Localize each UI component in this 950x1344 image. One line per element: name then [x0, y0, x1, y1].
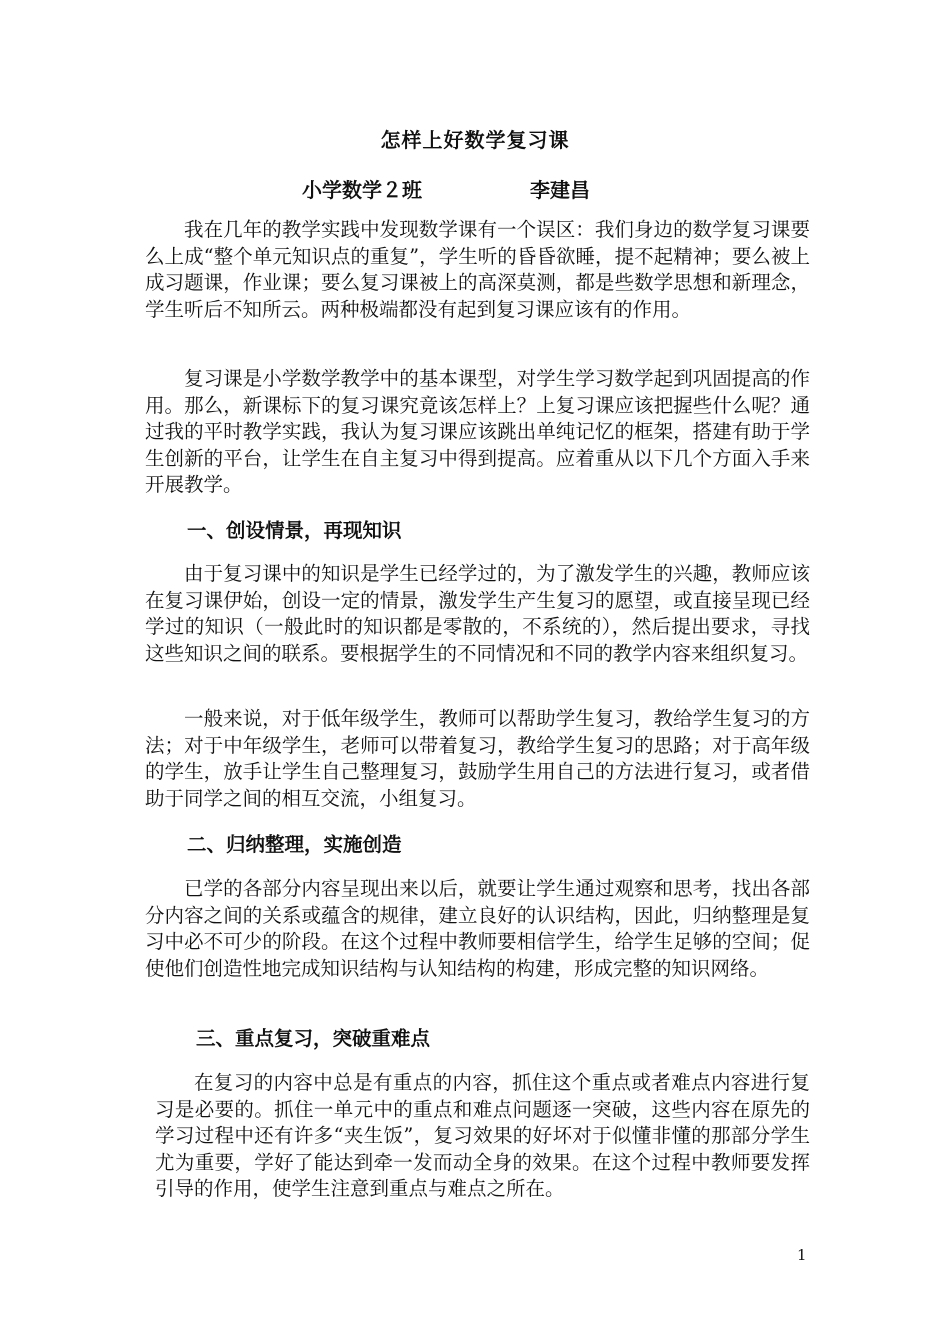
paragraph-overview: 复习课是小学数学教学中的基本课型，对学生学习数学起到巩固提高的作用。那么，新课标下的复习课究竟该怎样上？上复习课应该把握些什么呢？通过我的平时教学实践，我认为复习课应该跳出单纯记忆的框架，搭建有助于学生创新的平台，让学生在自主复习中得到提高。应着重从以下几个方面入手来开展教学。: [145, 367, 810, 496]
section-heading-3: 三、重点复习，突破重难点: [196, 1027, 431, 1050]
document-title: 怎样上好数学复习课: [380, 128, 570, 152]
class-name: 小学数学２班: [302, 178, 422, 202]
paragraph-intro: 我在几年的教学实践中发现数学课有一个误区：我们身边的数学复习课要么上成“整个单元知识点的重复”，学生听的昏昏欲睡，提不起精神；要么被上成习题课，作业课；要么复习课被上的高深莫测，都是些数学思想和新理念，学生听后不知所云。两种极端都没有起到复习课应该有的作用。: [145, 218, 810, 321]
page-number: 1: [797, 1246, 807, 1264]
section-heading-2: 二、归纳整理，实施创造: [187, 833, 402, 856]
paragraph-section-1b: 一般来说，对于低年级学生，教师可以帮助学生复习，教给学生复习的方法；对于中年级学生，老师可以带着复习，教给学生复习的思路；对于高年级的学生，放手让学生自己整理复习，鼓励学生用自己的方法进行复习，或者借助于同学之间的相互交流，小组复习。: [145, 707, 810, 810]
author-name: 李建昌: [530, 178, 590, 202]
paragraph-section-3: 在复习的内容中总是有重点的内容，抓住这个重点或者难点内容进行复习是必要的。抓住一单元中的重点和难点问题逐一突破，这些内容在原先的学习过程中还有许多“夹生饭”，复习效果的好坏对于似懂非懂的那部分学生尤为重要，学好了能达到牵一发而动全身的效果。在这个过程中教师要发挥引导的作用，使学生注意到重点与难点之所在。: [155, 1071, 810, 1200]
section-heading-1: 一、创设情景，再现知识: [187, 519, 402, 542]
paragraph-section-1a: 由于复习课中的知识是学生已经学过的，为了激发学生的兴趣，教师应该在复习课伊始，创设一定的情景，激发学生产生复习的愿望，或直接呈现已经学过的知识（一般此时的知识都是零散的，不系统的），然后提出要求，寻找这些知识之间的联系。要根据学生的不同情况和不同的教学内容来组织复习。: [145, 562, 810, 665]
paragraph-section-2: 已学的各部分内容呈现出来以后，就要让学生通过观察和思考，找出各部分内容之间的关系或蕴含的规律，建立良好的认识结构，因此，归纳整理是复习中必不可少的阶段。在这个过程中教师要相信学生，给学生足够的空间；促使他们创造性地完成知识结构与认知结构的构建，形成完整的知识网络。: [145, 877, 810, 980]
